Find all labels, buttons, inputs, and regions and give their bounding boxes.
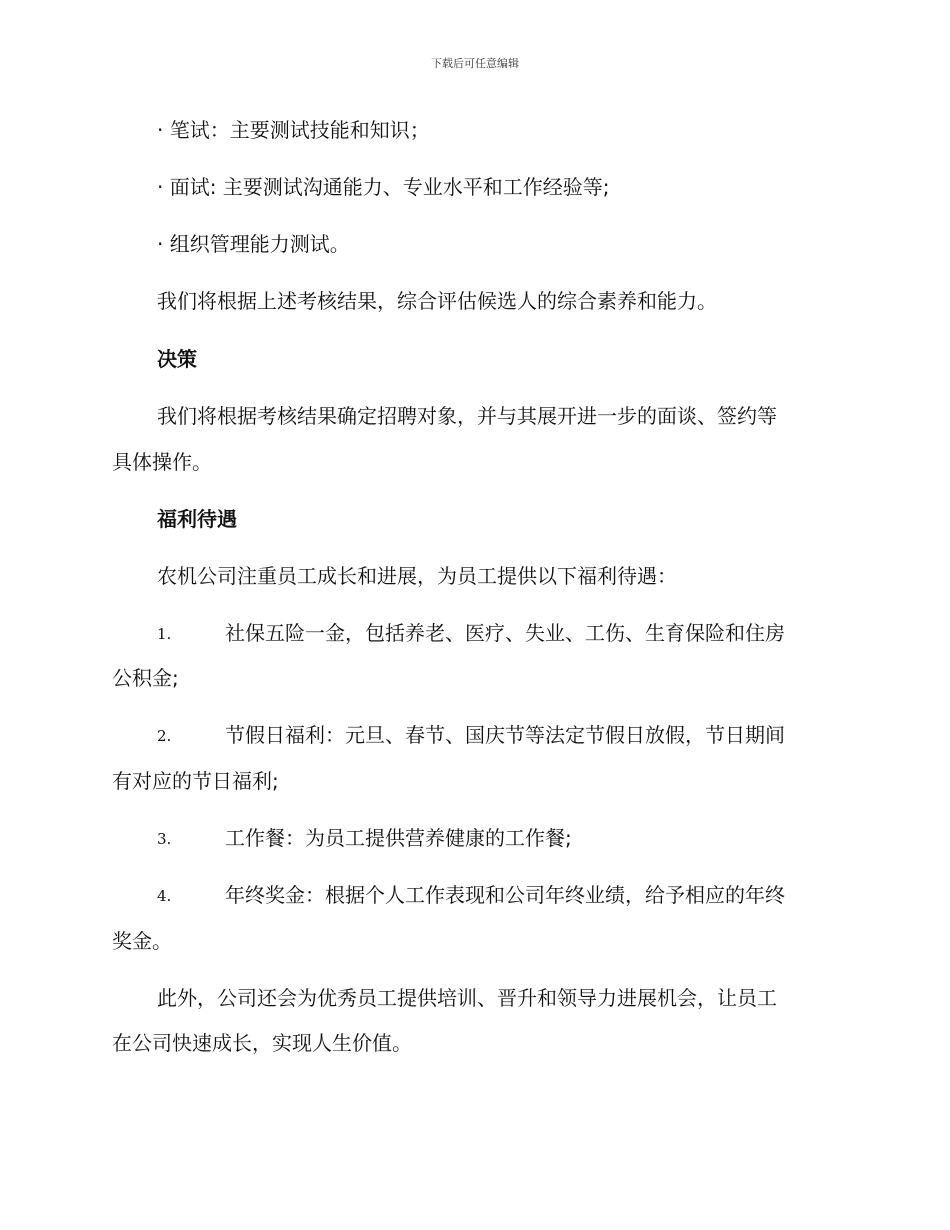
assessment-item-interview: · 面试: 主要测试沟通能力、专业水平和工作经验等; — [157, 175, 610, 199]
closing-paragraph-line-2: 在公司快速成长，实现人生价值。 — [112, 1031, 412, 1055]
assessment-summary: 我们将根据上述考核结果，综合评估候选人的综合素养和能力。 — [157, 289, 717, 313]
benefit-item-line-1: 年终奖金：根据个人工作表现和公司年终业绩，给予相应的年终 — [225, 883, 785, 907]
benefit-item-line-2: 有对应的节日福利; — [112, 769, 279, 793]
assessment-item-management-test: · 组织管理能力测试。 — [157, 232, 350, 256]
benefit-item-number: 3. — [157, 830, 172, 848]
benefit-item-number: 2. — [157, 727, 172, 745]
benefit-item-line-2: 公积金; — [112, 666, 179, 690]
decision-paragraph-line-1: 我们将根据考核结果确定招聘对象，并与其展开进一步的面谈、签约等 — [157, 404, 777, 428]
closing-paragraph-line-1: 此外，公司还会为优秀员工提供培训、晋升和领导力进展机会，让员工 — [157, 986, 777, 1010]
benefit-item-line-1: 工作餐：为员工提供营养健康的工作餐; — [225, 826, 572, 850]
benefit-item-number: 4. — [157, 887, 172, 905]
decision-paragraph-line-2: 具体操作。 — [112, 450, 212, 474]
benefit-item-line-1: 社保五险一金，包括养老、医疗、失业、工伤、生育保险和住房 — [225, 621, 785, 645]
benefit-item-line-1: 节假日福利：元旦、春节、国庆节等法定节假日放假，节日期间 — [225, 723, 785, 747]
decision-heading: 决策 — [157, 347, 197, 371]
benefits-intro: 农机公司注重员工成长和进展，为员工提供以下福利待遇： — [157, 564, 677, 588]
benefit-item-line-2: 奖金。 — [112, 929, 172, 953]
assessment-item-written-test: · 笔试：主要测试技能和知识； — [157, 118, 430, 142]
benefits-heading: 福利待遇 — [157, 507, 237, 531]
page-header-watermark: 下载后可任意编辑 — [431, 57, 519, 70]
benefit-item-number: 1. — [157, 625, 172, 643]
